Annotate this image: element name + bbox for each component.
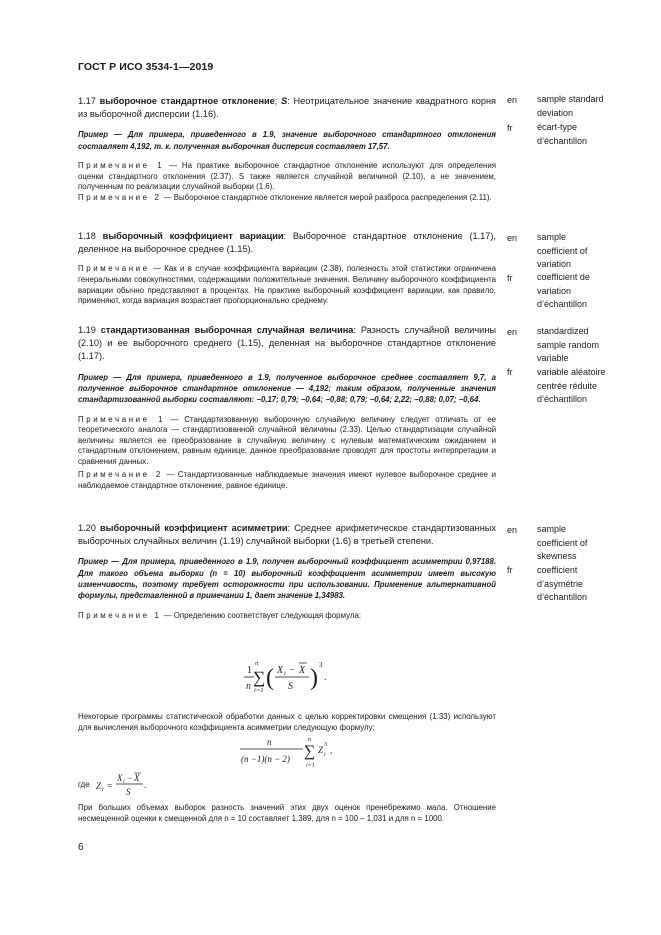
svg-text:): ): [310, 665, 318, 691]
svg-text:X: X: [117, 773, 123, 783]
term-definition: Неотрицательное значение квадратного корня из выборочной дисперсии (1.16).: [78, 96, 497, 120]
svg-text:S: S: [288, 681, 293, 692]
svg-text:i: i: [102, 787, 104, 793]
svg-text:(: (: [266, 665, 274, 691]
svg-text:∑: ∑: [304, 743, 316, 760]
fr-term-1-17: écart-type d’échantillon: [537, 122, 588, 146]
svg-text:n: n: [255, 660, 259, 667]
term-1-20-example: Пример — Для примера, приведенного в 1.9, получен выборочный коэффициент асимметрии 0,97188. Для такого объема выборки (n = 10) выборочный коэффициент асимметрии имеет высокую изменчивость, поэтому требует осторожности при использовании. Применение альтернативной формулы, представленной в примечании 1, дает значение 1,34983.: [78, 557, 496, 601]
svg-text:X: X: [299, 665, 306, 676]
svg-text:i=1: i=1: [254, 687, 264, 694]
fr-term-1-18: coefficient de variation d’échantillon: [537, 272, 590, 310]
svg-text:i: i: [123, 779, 125, 785]
skewness-formula: [240, 656, 360, 700]
en-term-1-17: sample standard deviation: [537, 94, 604, 118]
term-1-18-note: Примечание — Как и в случае коэффициента вариации (2.38), полезность этой статистики ограничена генеральными совокупностями, содержащими положительные значения. Величину выборочного коэффициента вариации обычно представляют в процентах. На практике выборочный коэффициент вариации, как правило, применяют, когда вариация возрастает пропорционально среднему.: [78, 264, 496, 306]
svg-text:S: S: [126, 787, 131, 797]
where-label: где: [78, 780, 90, 789]
lang-fr-1-19: fr: [507, 367, 513, 377]
svg-text:(n −1)(n − 2): (n −1)(n − 2): [241, 754, 290, 764]
term-1-20-note-1: Примечание 1 — Определению соответствует следующая формула:: [78, 610, 362, 620]
lang-fr-1-17: fr: [507, 123, 513, 133]
term-1-19-example: Пример — Для примера, приведенного в 1.9, полученное выборочное среднее составляет 9,7, а полученное выборочное стандартное отклонение — 4,192; таким образом, полученные значения стандартизованной выборки составляют: −0,17; 0,79; −0,64; −0,88; 0,79; −0,64; 2,22; −0,88; 0,07; −0,64.: [78, 372, 496, 405]
z-definition-formula: [96, 772, 156, 802]
svg-text:3: 3: [319, 661, 323, 669]
svg-text:1: 1: [247, 665, 252, 676]
term-1-17-heading: 1.17 выборочное стандартное отклонение; S: Неотрицательное значение квадратного корня из выборочной дисперсии (1.16).: [78, 96, 497, 120]
term-1-20: [78, 522, 496, 621]
bias-corrected-formula: [238, 734, 348, 772]
svg-text:n: n: [267, 737, 272, 747]
en-term-1-18: sample coefficient of variation: [537, 232, 588, 270]
term-1-19-note-1: Примечание 1 — Стандартизованную выборочную случайную величину следует отличать от ее теоретического аналога — стандартизованной случайной величины (2.33). Целью стандартизации случайной величины является ее преобразование в случайную величину с нулевым математическим ожиданием и стандартным отклонением, равным единице; данное преобразование проводят для простоты интерпретации и сравнения данных.: [78, 414, 497, 466]
document-header: ГОСТ Р ИСО 3534-1—2019: [78, 61, 214, 73]
svg-text:X: X: [277, 665, 284, 676]
svg-text:Z: Z: [318, 745, 324, 755]
lang-en-1-20: en: [507, 525, 518, 535]
term-number: 1.17: [78, 96, 96, 106]
term-1-18-heading: 1.18 выборочный коэффициент вариации: Выборочное стандартное отклонение (1.17), деленное на выборочное среднее (1.15).: [78, 231, 497, 255]
term-symbol: S: [281, 96, 288, 106]
svg-text:=: =: [107, 781, 113, 791]
term-1-17-note-2: Примечание 2 — Выборочное стандартное отклонение является мерой разброса распределения (2.11).: [78, 192, 492, 202]
term-1-20-software-para: Некоторые программы статистической обработки данных с целью корректировки смещения (1.33) используют для вычисления выборочного коэффициента асимметрии следующую формулу:: [78, 712, 496, 732]
page-number: 6: [78, 842, 84, 853]
term-1-19: [78, 324, 496, 492]
svg-text:3: 3: [324, 742, 327, 748]
svg-text:.: .: [144, 780, 147, 790]
en-term-1-19: standardized sample random variable: [537, 326, 600, 364]
svg-text:Z: Z: [96, 781, 102, 791]
svg-text:∑: ∑: [253, 668, 266, 687]
lang-en-1-18: en: [507, 233, 518, 243]
svg-text:−: −: [289, 665, 295, 676]
svg-text:X: X: [134, 773, 140, 783]
term-1-20-heading: 1.20 выборочный коэффициент асимметрии: Среднее арифметическое стандартизованных выборочных случайных величин (1.19) случайной выборки (1.6) в третьей степени.: [78, 523, 496, 547]
term-1-18: [78, 230, 496, 307]
svg-text:n: n: [308, 737, 311, 743]
term-1-19-note-2: Примечание 2 — Стандартизованные наблюдаемые значения имеют нулевое выборочное среднее и наблюдаемое стандартное отклонение, равное единице.: [78, 470, 497, 491]
fr-term-1-19: variable aléatoire centrée réduite d’échantillon: [537, 367, 606, 405]
term-1-17: [78, 95, 496, 203]
lang-en-1-19: en: [507, 327, 518, 337]
svg-text:i=1: i=1: [306, 763, 315, 769]
term-1-17-example: Пример — Для примера, приведенного в 1.9, значение выборочного стандартного отклонения составляет 4,192, т. к. полученная выборочная дисперсия составляет 17,57.: [78, 130, 496, 151]
svg-text:n: n: [246, 681, 251, 692]
term-name: выборочное стандартное отклонение: [99, 96, 275, 106]
en-term-1-20: sample coefficient of skewness: [537, 524, 588, 562]
lang-en-1-17: en: [507, 95, 518, 105]
svg-text:−: −: [127, 773, 133, 783]
lang-fr-1-18: fr: [507, 273, 513, 283]
term-1-20-final-para: При больших объемах выборок разность значений этих двух оценок пренебрежимо мала. Отношение несмещенной оценки к смещенной для n = 10 составляет 1,389, для n = 100 – 1,031 и для n = 1000.: [78, 803, 496, 823]
svg-text:i: i: [284, 670, 286, 677]
lang-fr-1-20: fr: [507, 565, 513, 575]
svg-text:i: i: [324, 752, 326, 758]
svg-text:,: ,: [330, 745, 333, 755]
term-1-19-heading: 1.19 стандартизованная выборочная случайная величина: Разность случайной величины (2.10) и ее выборочного среднего (1.15), деленная на выборочное стандартное отклонение (1.17).: [78, 325, 496, 362]
svg-text:.: .: [324, 672, 327, 683]
term-1-17-note-1: Примечание 1 — На практике выборочное стандартное отклонение используют для определения оценки стандартного отклонения (2.37). S также является случайной величиной (2.10), а не значением, полученным по реализации случайной выборки (1.6).: [78, 161, 497, 192]
fr-term-1-20: coefficient d’asymétrie d’échantillon: [537, 565, 588, 603]
